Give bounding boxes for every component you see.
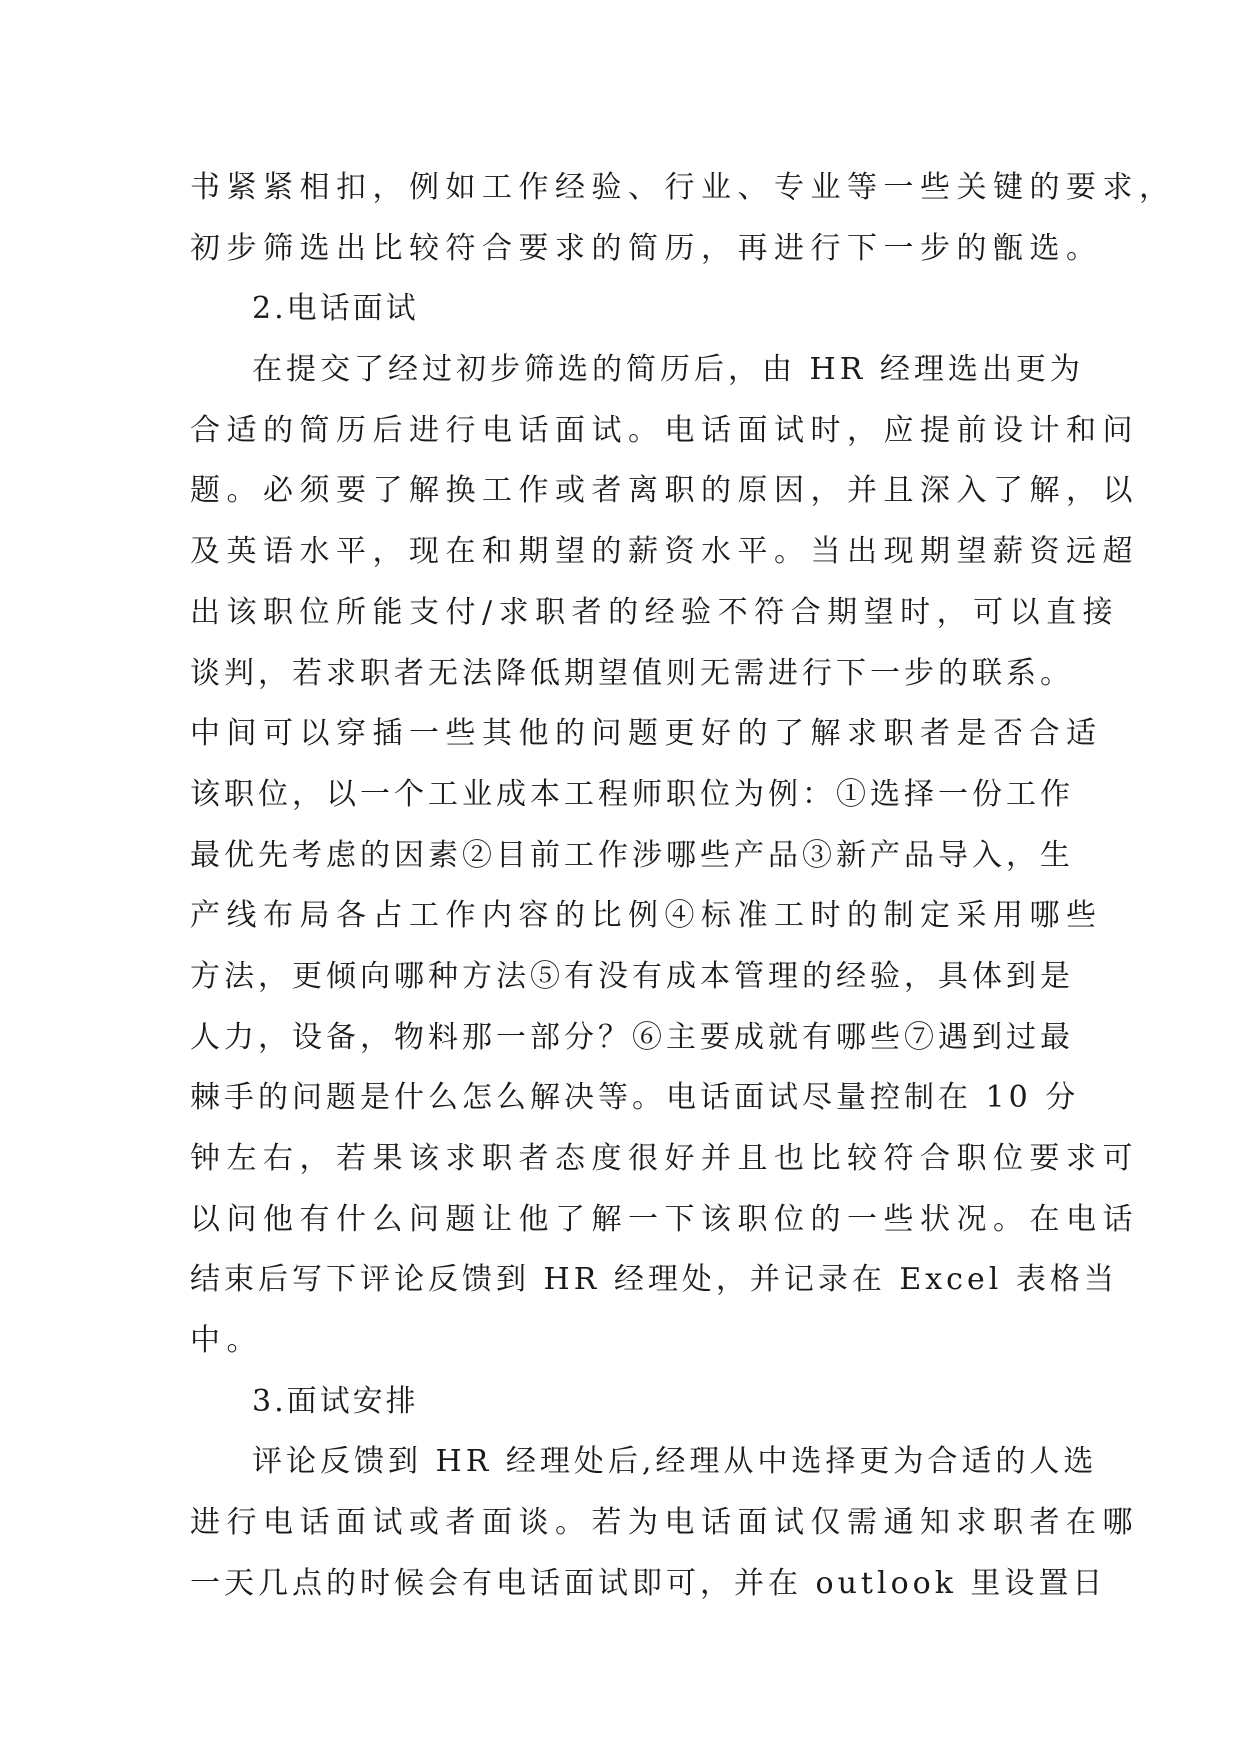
text-line: 该职位，以一个工业成本工程师职位为例：①选择一份工作 [190,776,1074,812]
text-line: 初步筛选出比较符合要求的简历，再进行下一步的甑选。 [190,230,1103,266]
text-line: 谈判，若求职者无法降低期望值则无需进行下一步的联系。 [190,655,1074,691]
text-line: 合适的简历后进行电话面试。电话面试时，应提前设计和问 [190,412,1139,448]
paragraph-first-line: 在提交了经过初步筛选的简历后，由 HR 经理选出更为 [252,352,1084,388]
text-line: 以问他有什么问题让他了解一下该职位的一些状况。在电话 [190,1201,1139,1237]
text-line: 钟左右，若果该求职者态度很好并且也比较符合职位要求可 [190,1141,1139,1176]
text-line: 最优先考虑的因素②目前工作涉哪些产品③新产品导入，生 [190,837,1074,873]
text-line: 人力，设备，物料那一部分？⑥主要成就有哪些⑦遇到过最 [190,1019,1074,1055]
text-line: 及英语水平，现在和期望的薪资水平。当出现期望薪资远超 [190,534,1139,570]
text-line: 出该职位所能支付/求职者的经验不符合期望时，可以直接 [190,594,1120,630]
section-heading-interview-arrangement: 3.面试安排 [252,1383,419,1419]
text-line: 中间可以穿插一些其他的问题更好的了解求职者是否合适 [190,716,1103,752]
text-line: 中。 [190,1323,263,1359]
text-line: 方法，更倾向哪种方法⑤有没有成本管理的经验，具体到是 [190,958,1074,994]
text-line: 书紧紧相扣，例如工作经验、行业、专业等一些关键的要求， [190,170,1176,205]
text-line: 进行电话面试或者面谈。若为电话面试仅需通知求职者在哪 [190,1505,1139,1541]
text-line: 题。必须要了解换工作或者离职的原因，并且深入了解，以 [190,473,1139,509]
section-heading-phone-interview: 2.电话面试 [252,291,419,327]
text-line: 产线布局各占工作内容的比例④标准工时的制定采用哪些 [190,898,1103,934]
text-line: 一天几点的时候会有电话面试即可，并在 outlook 里设置日 [190,1565,1107,1601]
text-line: 结束后写下评论反馈到 HR 经理处，并记录在 Excel 表格当 [190,1262,1118,1298]
text-line: 棘手的问题是什么怎么解决等。电话面试尽量控制在 10 分 [190,1080,1080,1116]
paragraph-first-line: 评论反馈到 HR 经理处后,经理从中选择更为合适的人选 [252,1444,1098,1480]
body-text [190,158,1176,1615]
